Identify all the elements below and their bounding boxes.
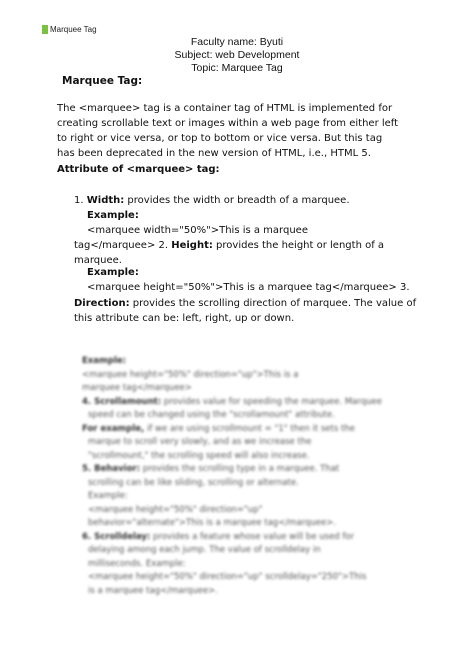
subject-line: Subject: web Development (174, 49, 300, 61)
blurred-text: <marquee height="50%" direction="up" (88, 504, 263, 515)
blurred-line (88, 571, 412, 585)
height-text-cont: marquee. (74, 255, 122, 266)
list-item-width (74, 193, 464, 268)
intro-line: creating scrollable text or images within a web page from either left (57, 118, 399, 129)
blurred-preview-content (82, 355, 412, 598)
blurred-bold: 6. Scrolldelay: (82, 531, 151, 542)
direction-text-cont: this attribute can be: left, right, up or down. (74, 313, 295, 324)
blurred-text: if we are using scrollmount = "1" then it sets the (144, 423, 355, 434)
code-line: tag</marquee> 2. (74, 240, 172, 251)
blurred-line (82, 396, 412, 410)
blurred-text: behavior="alternate">This is a marquee tag</marquee>. (88, 518, 337, 528)
height-label: Height: (171, 240, 213, 251)
blurred-text: marque to scroll very slowly, and as we increase the (88, 437, 312, 447)
example-label: Example: (87, 210, 139, 221)
blurred-line (88, 450, 412, 464)
faculty-line: Faculty name: Byuti (190, 36, 284, 48)
blurred-text: is a marquee tag</marquee>. (88, 585, 219, 596)
blurred-text: provides the scrolling type in a marquee. That (140, 464, 340, 474)
example-block-height (87, 265, 410, 295)
blurred-line (82, 355, 412, 369)
blurred-text: milliseconds. Example: (88, 558, 186, 569)
topic-line: Topic: Marquee Tag (191, 62, 283, 74)
blurred-line (88, 585, 412, 599)
blurred-bold: 4. Scrollamount: (82, 396, 162, 407)
blurred-line (88, 504, 412, 518)
blurred-text: <marquee height="50%" direction="up">This is a (82, 369, 299, 380)
blurred-line (88, 490, 412, 504)
tag-color-icon (42, 25, 48, 34)
blurred-text: provides a feature whose value will be used for (150, 531, 355, 542)
blurred-text: "scrollmount," the scrolling speed will also increase. (88, 450, 310, 461)
blurred-text: <marquee height="50%" direction="up" scrolldelay="250">This (88, 572, 367, 582)
blurred-text: provides value for speeding the marquee. Marquee (161, 396, 382, 407)
blurred-text: scrolling can be like sliding, scrolling or alternate. (88, 477, 299, 488)
intro-paragraph (57, 101, 457, 161)
document-tag-badge (42, 25, 97, 34)
code-line: <marquee width="50%">This is a marquee (87, 225, 308, 236)
code-line: <marquee height="50%">This is a marquee tag</marquee> 3. (87, 282, 410, 293)
list-item-direction (74, 296, 464, 326)
blurred-bold: Example: (82, 356, 127, 366)
attribute-title: Attribute of <marquee> tag: (57, 164, 220, 175)
blurred-line (88, 409, 412, 423)
blurred-line (82, 423, 412, 437)
blurred-line (88, 517, 412, 531)
blurred-text: speed can be changed using the "scrollamount" attribute. (88, 410, 335, 420)
section-title: Marquee Tag: (62, 75, 143, 87)
blurred-line (82, 531, 412, 545)
blurred-text: delaying among each jump. The value of scrolldelay in (88, 545, 321, 555)
blurred-line (88, 477, 412, 491)
item-number: 1. (74, 195, 84, 206)
intro-line: has been deprecated in the new version of HTML, i.e., HTML 5. (57, 148, 371, 159)
blurred-line (88, 544, 412, 558)
blurred-line (82, 382, 412, 396)
blurred-text: marquee tag</marquee> (82, 383, 192, 393)
width-text: provides the width or breadth of a marquee. (124, 195, 350, 206)
blurred-line (82, 463, 412, 477)
example-label: Example: (87, 267, 139, 278)
direction-label: Direction: (74, 298, 130, 309)
blurred-bold: For example, (82, 423, 145, 434)
intro-line: The <marquee> tag is a container tag of HTML is implemented for (57, 103, 393, 114)
badge-label: Marquee Tag (50, 25, 97, 34)
blurred-bold: 5. Behavior: (82, 464, 141, 474)
blurred-line (88, 558, 412, 572)
intro-line: to right or vice versa, or top to bottom or vice versa. But this tag (57, 133, 383, 144)
blurred-line (82, 369, 412, 383)
height-text: provides the height or length of a (212, 240, 385, 251)
blurred-line (88, 436, 412, 450)
direction-text: provides the scrolling direction of marquee. The value of (129, 298, 417, 309)
blurred-text: Example: (88, 491, 128, 501)
width-label: Width: (86, 195, 125, 206)
